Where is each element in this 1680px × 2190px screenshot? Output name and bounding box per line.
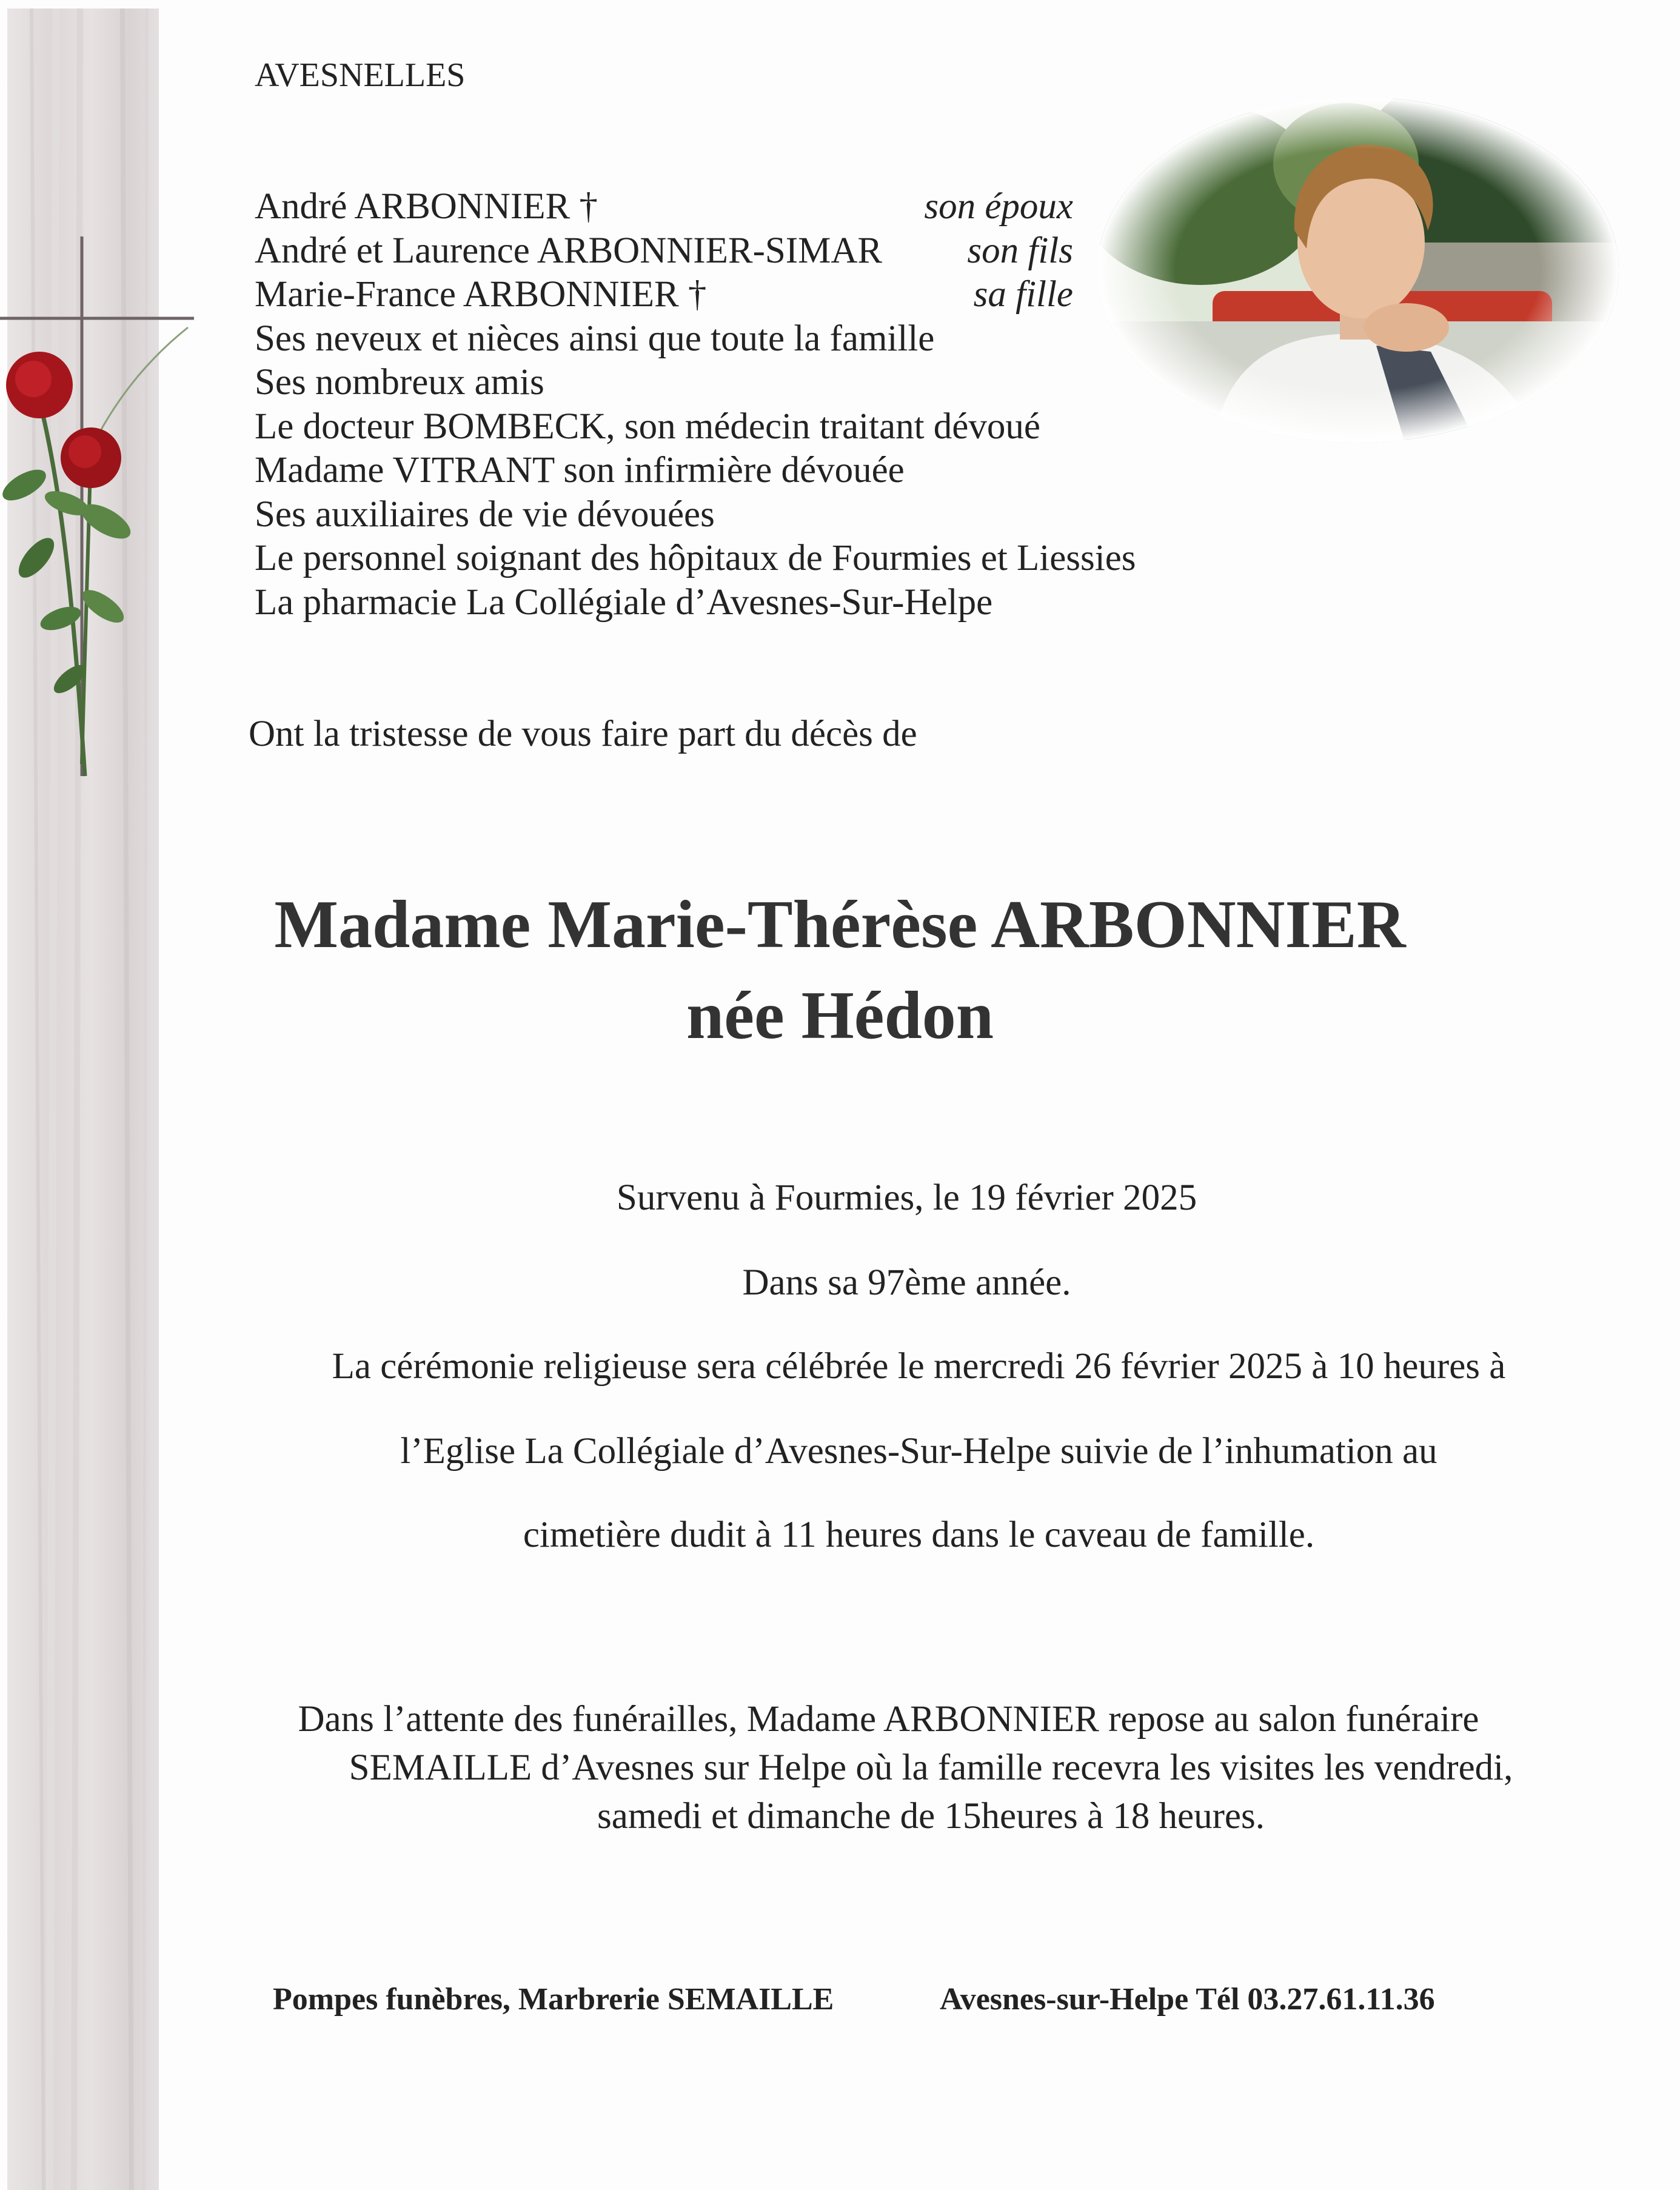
portrait-photo <box>1091 91 1625 449</box>
family-member-name: André ARBONNIER † <box>255 186 598 227</box>
family-list <box>255 185 1136 625</box>
age-info: Dans sa 97ème année. <box>742 1262 1071 1303</box>
deceased-name: Madame Marie-Thérèse ARBONNIER <box>274 887 1406 962</box>
family-member-name: Le docteur BOMBECK, son médecin traitant dévoué <box>255 406 1040 447</box>
death-info: Survenu à Fourmies, le 19 février 2025 <box>616 1177 1197 1218</box>
list-item <box>255 185 1073 229</box>
intro-text: Ont la tristesse de vous faire part du décès de <box>249 714 917 754</box>
funeral-home-contact: Avesnes-sur-Helpe Tél 03.27.61.11.36 <box>940 1982 1435 2017</box>
family-member-name: La pharmacie La Collégiale d’Avesnes-Sur-Helpe <box>255 581 993 623</box>
family-member-name: André et Laurence ARBONNIER-SIMAR <box>255 230 883 271</box>
list-item <box>255 537 1136 581</box>
visits-line-3: samedi et dimanche de 15heures à 18 heures. <box>597 1796 1265 1837</box>
family-member-relation: sa fille <box>973 274 1073 315</box>
family-member-name: Ses nombreux amis <box>255 362 544 403</box>
list-item <box>255 361 1073 405</box>
deceased-birth-name: née Hédon <box>686 978 994 1053</box>
list-item <box>255 405 1073 449</box>
list-item <box>255 449 1073 493</box>
rose-cross-icon <box>0 230 200 806</box>
town-name: AVESNELLES <box>255 56 466 94</box>
ceremony-line-2: l’Eglise La Collégiale d’Avesnes-Sur-Helpe suivie de l’inhumation au <box>400 1431 1437 1472</box>
family-member-name: Ses neveux et nièces ainsi que toute la famille <box>255 318 935 359</box>
list-item <box>255 493 1073 537</box>
visits-line-2: SEMAILLE d’Avesnes sur Helpe où la famille recevra les visites les vendredi, <box>349 1747 1513 1788</box>
ceremony-line-3: cimetière dudit à 11 heures dans le caveau de famille. <box>523 1515 1315 1555</box>
family-member-name: Le personnel soignant des hôpitaux de Fourmies et Liessies <box>255 538 1136 578</box>
family-member-relation: son époux <box>924 186 1073 227</box>
family-member-name: Ses auxiliaires de vie dévouées <box>255 494 715 535</box>
funeral-home-name: Pompes funèbres, Marbrerie SEMAILLE <box>273 1982 834 2017</box>
list-item <box>255 229 1073 273</box>
family-member-name: Marie-France ARBONNIER † <box>255 274 707 315</box>
list-item <box>255 317 1073 361</box>
family-member-relation: son fils <box>967 230 1073 271</box>
visits-line-1: Dans l’attente des funérailles, Madame ARBONNIER repose au salon funéraire <box>298 1699 1479 1740</box>
list-item <box>255 273 1073 317</box>
ceremony-line-1: La cérémonie religieuse sera célébrée le mercredi 26 février 2025 à 10 heures à <box>332 1346 1506 1387</box>
list-item <box>255 581 1073 625</box>
family-member-name: Madame VITRANT son infirmière dévouée <box>255 450 905 491</box>
